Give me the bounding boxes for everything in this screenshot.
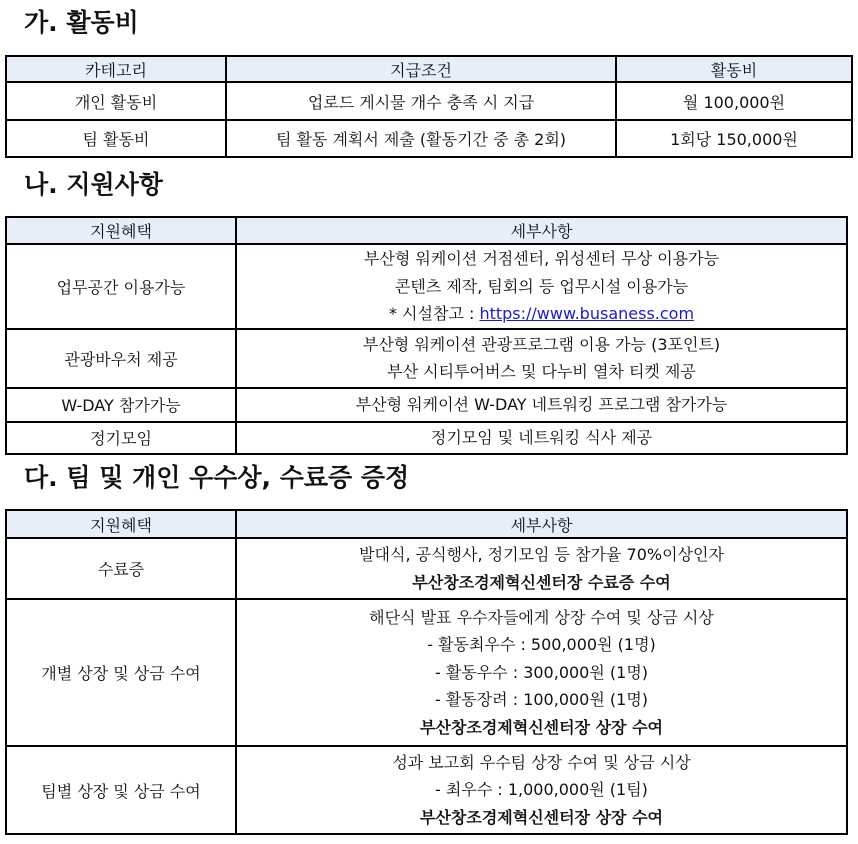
detail-line: - 최우수 : 1,000,000원 (1팀) xyxy=(435,780,648,800)
table-row xyxy=(6,120,852,157)
detail-bold-line: 부산창조경제혁신센터장 상장 수여 xyxy=(420,717,663,737)
table-row xyxy=(6,746,847,834)
header-condition: 지급조건 xyxy=(226,56,616,82)
cell-condition: 업로드 게시물 개수 충족 시 지급 xyxy=(226,82,616,120)
header-details: 세부사항 xyxy=(236,510,847,538)
detail-line: - 활동우수 : 300,000원 (1명) xyxy=(434,662,649,682)
detail-line: 부산형 워케이션 W-DAY 네트워킹 프로그램 참가가능 xyxy=(355,394,728,414)
awards-table xyxy=(5,509,848,835)
detail-bold-line: 부산창조경제혁신센터장 상장 수여 xyxy=(420,807,663,827)
header-benefit: 지원혜택 xyxy=(6,510,236,538)
section-title-support: 나. 지원사항 xyxy=(24,170,163,199)
section-title-awards: 다. 팀 및 개인 우수상, 수료증 증정 xyxy=(24,463,410,492)
detail-line: 콘텐츠 제작, 팀회의 등 업무시설 이용가능 xyxy=(394,276,689,296)
cell-benefit: 정기모임 xyxy=(6,422,236,454)
detail-line: 발대식, 공식행사, 정기모임 등 참가율 70%이상인자 xyxy=(359,545,724,564)
cell-amount: 1회당 150,000원 xyxy=(616,120,852,157)
detail-reference-line xyxy=(237,300,846,328)
table-row xyxy=(6,329,847,388)
cell-benefit: 업무공간 이용가능 xyxy=(6,244,236,329)
detail-line: - 활동장려 : 100,000원 (1명) xyxy=(434,690,649,710)
detail-bold-line: 부산창조경제혁신센터장 수료증 수여 xyxy=(412,572,671,592)
support-table xyxy=(5,216,848,455)
reference-prefix: * 시설참고 : xyxy=(388,304,480,323)
table-row xyxy=(6,599,847,746)
detail-line: 정기모임 및 네트워킹 식사 제공 xyxy=(430,427,653,447)
cell-benefit: 관광바우처 제공 xyxy=(6,329,236,388)
table-row xyxy=(6,82,852,120)
cell-details xyxy=(236,538,847,599)
section-title-activity-fee: 가. 활동비 xyxy=(24,8,139,37)
table-header-row xyxy=(6,510,847,538)
cell-details xyxy=(236,388,847,422)
table-row xyxy=(6,422,847,454)
detail-line: 해단식 발표 우수자들에게 상장 수여 및 상금 시상 xyxy=(369,607,714,627)
cell-details xyxy=(236,746,847,834)
cell-details xyxy=(236,244,847,329)
table-header-row xyxy=(6,56,852,82)
table-header-row xyxy=(6,217,847,244)
cell-condition: 팀 활동 계획서 제출 (활동기간 중 총 2회) xyxy=(226,120,616,157)
busaness-link[interactable]: https://www.busaness.com xyxy=(479,304,695,323)
detail-line: - 활동최우수 : 500,000원 (1명) xyxy=(427,635,656,655)
cell-category: 팀 활동비 xyxy=(6,120,226,157)
detail-line: 부산형 워케이션 거점센터, 위성센터 무상 이용가능 xyxy=(363,249,720,268)
cell-category: 개인 활동비 xyxy=(6,82,226,120)
cell-benefit: 팀별 상장 및 상금 수여 xyxy=(6,746,236,834)
header-benefit: 지원혜택 xyxy=(6,217,236,244)
table-row xyxy=(6,388,847,422)
header-category: 카테고리 xyxy=(6,56,226,82)
cell-amount: 월 100,000원 xyxy=(616,82,852,120)
table-row xyxy=(6,538,847,599)
header-amount: 활동비 xyxy=(616,56,852,82)
cell-details xyxy=(236,422,847,454)
activity-fee-table xyxy=(5,55,853,158)
detail-line: 부산 시티투어버스 및 다누비 열차 티켓 제공 xyxy=(387,362,696,381)
detail-line: 성과 보고회 우수팀 상장 수여 및 상금 시상 xyxy=(392,752,691,772)
cell-benefit: 수료증 xyxy=(6,538,236,599)
cell-details xyxy=(236,599,847,746)
header-details: 세부사항 xyxy=(236,217,847,244)
cell-benefit: W-DAY 참가가능 xyxy=(6,388,236,422)
cell-details xyxy=(236,329,847,388)
cell-benefit: 개별 상장 및 상금 수여 xyxy=(6,599,236,746)
table-row xyxy=(6,244,847,329)
detail-line: 부산형 워케이션 관광프로그램 이용 가능 (3포인트) xyxy=(362,334,721,354)
